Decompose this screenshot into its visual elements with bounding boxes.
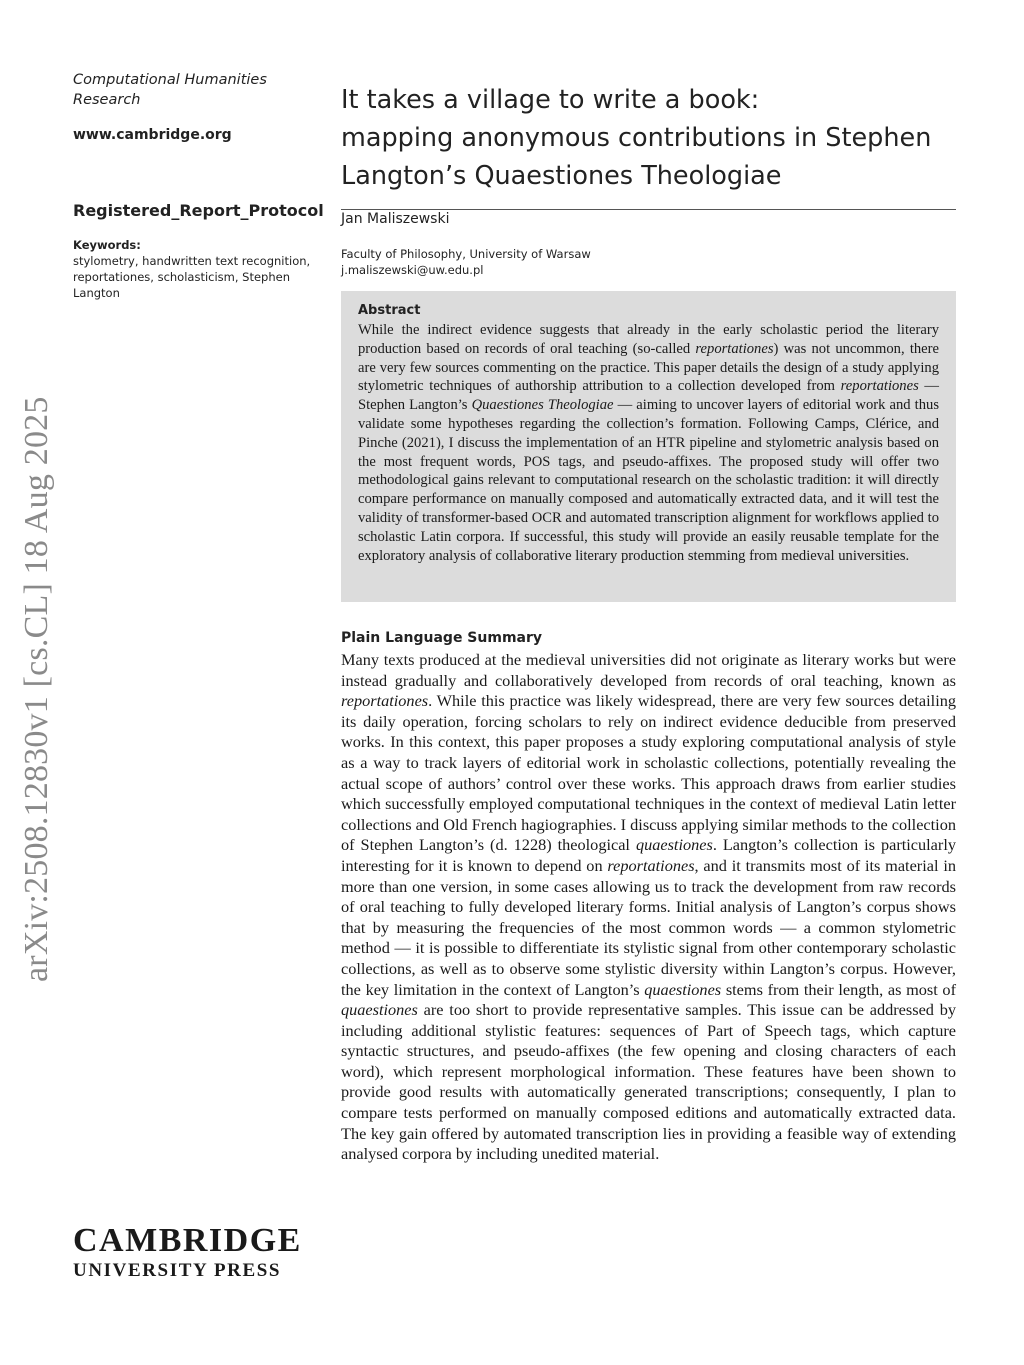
journal-name: Computational Humanities Research (73, 72, 267, 108)
keywords-block (73, 238, 318, 301)
abstract-box (341, 291, 956, 602)
summary-italic-term: quaestiones (644, 979, 722, 999)
publisher-logo-subtitle: UNIVERSITY PRESS (73, 1260, 282, 1281)
abstract-italic-term: reportationes (840, 378, 919, 395)
abstract-heading: Abstract (358, 303, 421, 318)
summary-segment: are too short to provide representative samples. This issue can be addressed by including additional stylistic features: sequences of Part of Speech tags, which capture syntactic structures, and pseudo-affixes (the few opening and closing characters of each word), which represent morphological information. These features have been shown to provide good results with automatically generated transcriptions; consequently, I plan to compare tests performed on manually composed editions and automatically extracted data. The key gain offered by automated transcription lies in providing a feasible way of extending analysed corpora by including unedited material. (341, 1000, 956, 1164)
abstract-italic-term: Quaestiones Theologiae (471, 397, 614, 414)
summary-italic-term: reportationes (607, 855, 695, 875)
abstract-text (358, 321, 939, 565)
affiliation-block (341, 246, 591, 278)
affiliation-institution: Faculty of Philosophy, University of Warsaw (341, 247, 591, 261)
summary-segment: stems from their length, as most of (721, 979, 956, 999)
summary-italic-term: quaestiones (635, 835, 713, 855)
title-line-2: mapping anonymous contributions in Stephen (341, 123, 932, 153)
keywords-list: stylometry, handwritten text recognition, reportationes, scholasticism, Stephen Langton (73, 254, 311, 300)
article-type: Registered_Report_Protocol (73, 201, 324, 220)
summary-segment: . While this practice was likely widespread, there are very few sources detailing its daily operation, forcing scholars to rely on indirect evidence deducible from preserved works. In this context, this paper proposes a study exploring computational analysis of style as a way to track layers of editorial work in scholastic collections, potentially revealing the actual scope of authors’ control over these works. This approach draws from earlier studies which successfully employed computational techniques in the context of medieval Latin letter collections and Old French hagiographies. I discuss applying similar methods to the collection of Stephen Langton’s (d. 1228) theological (341, 691, 956, 855)
journal-url: www.cambridge.org (73, 127, 232, 143)
summary-segment: Many texts produced at the medieval universities did not originate as literary works but were instead gradually and collaboratively developed from records of oral teaching, known as (341, 650, 956, 690)
summary-italic-term: quaestiones (341, 1000, 418, 1020)
publisher-logo-name: CAMBRIDGE (73, 1222, 302, 1259)
abstract-italic-term: reportationes (695, 340, 774, 357)
arxiv-identifier-stamp: arXiv:2508.12830v1 [cs.CL] 18 Aug 2025 (18, 396, 55, 982)
summary-segment: . Langton’s collection is particularly interesting for it is known to depend on (341, 835, 956, 875)
title-block (341, 81, 961, 195)
title-line-3: Langton’s Quaestiones Theologiae (341, 161, 782, 191)
author-name: Jan Maliszewski (341, 211, 450, 227)
abstract-segment: — Stephen Langton’s (358, 378, 939, 414)
publisher-logo (73, 1222, 323, 1282)
summary-italic-term: reportationes (341, 691, 429, 711)
journal-sidebar (73, 70, 324, 300)
title-line-1: It takes a village to write a book: (341, 85, 760, 115)
plain-summary-text (341, 650, 956, 1165)
abstract-segment: — aiming to uncover layers of editorial work and thus validate some hypotheses regarding the collection’s formation. Following Camps, Clérice, and Pinche (2021), I discuss the implementation of an HTR pipeline and stylometric analysis based on the most frequent words, POS tags, and pseudo-affixes. The proposed study will offer two methodological gains relevant to computational research on the scholastic tradition: it will directly compare performance on manually composed and automatically extracted data, and it will test the validity of transformer-based OCR and automated transcription alignment for workflows applied to scholastic Latin corpora. If successful, this study will provide an easily reusable template for the exploratory analysis of collaborative literary production stemming from medieval universities. (358, 397, 940, 564)
summary-segment: , and it transmits most of its material in more than one version, in some cases allowing us to track the development from raw records of oral teaching to fully developed literary forms. Initial analysis of Langton’s corpus shows that by measuring the frequencies of the most common words — a common stylometric method — it is possible to differentiate its stylistic signal from other contemporary scholastic collections, as well as to observe some stylistic diversity within Langton’s corpus. However, the key limitation in the context of Langton’s (341, 855, 956, 999)
paper-title (341, 81, 961, 195)
abstract-segment: ) was not uncommon, there are very few sources commenting on the practice. This paper details the design of a study applying stylometric techniques of authorship attribution to a collection developed from (358, 340, 939, 395)
title-divider (341, 209, 956, 210)
keywords-heading: Keywords: (73, 238, 141, 252)
author-email: j.maliszewski@uw.edu.pl (341, 263, 484, 277)
plain-summary-heading: Plain Language Summary (341, 630, 543, 646)
abstract-segment: While the indirect evidence suggests that already in the early scholastic period the literary production based on records of oral teaching (so-called (358, 322, 939, 357)
